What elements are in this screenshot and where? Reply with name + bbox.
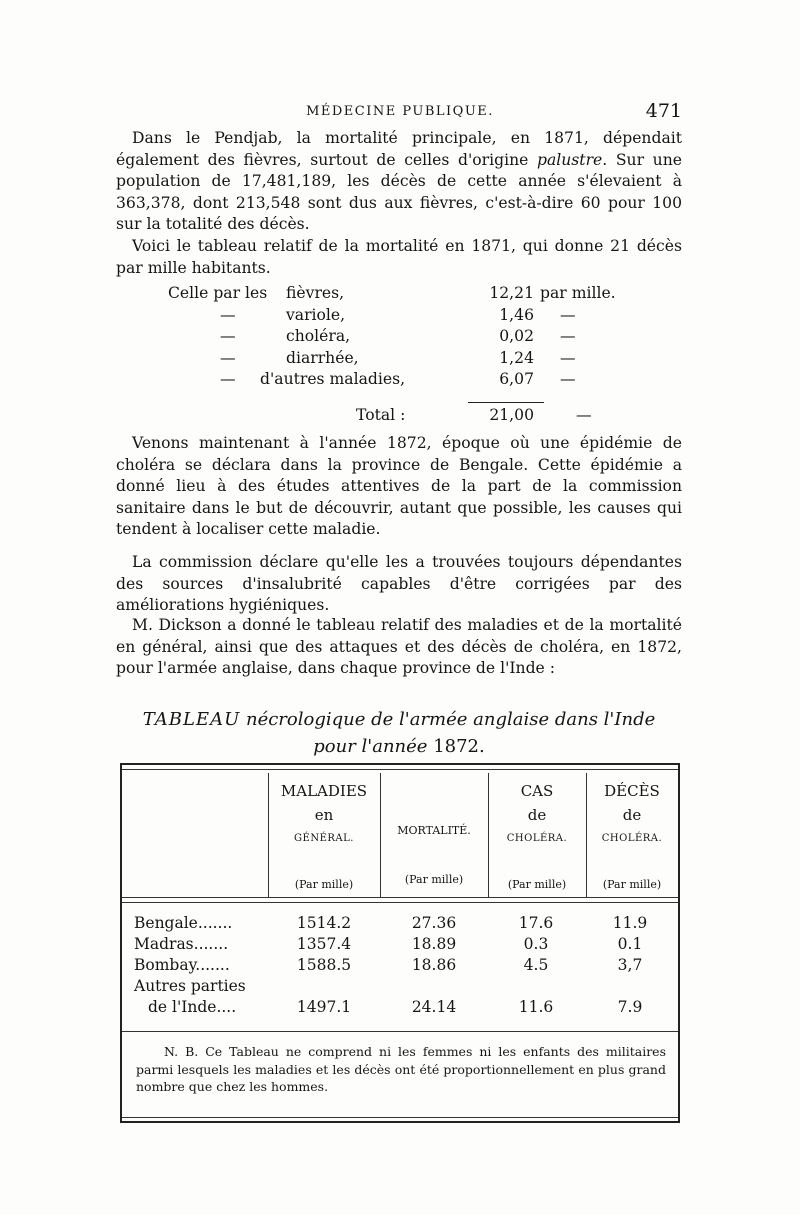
list-dash: — xyxy=(220,348,236,367)
table-top-rule xyxy=(122,769,678,770)
table-row: Bombay....... 1588.5 18.86 4.5 3,7 xyxy=(134,956,643,974)
list-item xyxy=(116,327,682,349)
table-title-rest: nécrologique de l'armée anglaise dans l'Inde xyxy=(245,709,656,730)
header-mortalite-unit: (Par mille) xyxy=(404,873,464,886)
header-cas-cholera: CAS de CHOLÉRA. (Par mille) xyxy=(506,782,568,891)
mortality-list xyxy=(116,284,682,424)
paragraph-mortality-intro xyxy=(116,236,682,279)
table-title-year: 1872. xyxy=(433,736,485,757)
total-value: 21,00 xyxy=(489,406,534,424)
list-value: 6,07 xyxy=(499,370,534,388)
list-value: 1,46 xyxy=(499,305,534,324)
list-unit: — xyxy=(560,327,576,345)
running-head-title: MÉDECINE PUBLIQUE. xyxy=(306,104,494,119)
list-cause: diarrhée, xyxy=(286,348,359,367)
total-unit: — xyxy=(576,406,592,424)
header-maladies: MALADIES en GÉNÉRAL. (Par mille) xyxy=(280,782,368,891)
list-dash: — xyxy=(220,370,236,388)
necrology-table xyxy=(120,763,680,1123)
para4-text: La commission déclare qu'elle les a trouvées toujours dépendantes des sources d'insalubrité capables d'être corrigées par des améliorations hygiéniques. xyxy=(116,553,682,614)
running-head xyxy=(118,100,682,124)
list-dash: — xyxy=(220,305,236,324)
list-lead: Celle par les xyxy=(168,284,268,302)
table-row: de l'Inde.... 1497.1 24.14 11.6 7.9 xyxy=(148,998,643,1016)
para5-text: M. Dickson a donné le tableau relatif des maladies et de la mortalité en général, ainsi que des attaques et des décès de choléra, en 1872, pour l'armée anglaise, dans chaque province de l'Inde : xyxy=(116,616,682,677)
header-mortalite: MORTALITÉ. xyxy=(397,824,471,837)
table-note xyxy=(136,1043,666,1096)
list-value: 1,24 xyxy=(499,348,534,367)
table-title-caps: TABLEAU xyxy=(142,709,241,730)
list-item xyxy=(116,349,682,371)
note-rule xyxy=(122,1031,678,1032)
table-title-line2: pour l'année xyxy=(313,736,428,757)
page-number: 471 xyxy=(645,100,682,122)
table-bottom-rule xyxy=(122,1117,678,1118)
list-item xyxy=(116,370,682,392)
list-unit: — xyxy=(560,348,576,367)
para1-text-b: . Sur une population de 17,481,189, les décès de cette année s'élevaient à 363,378, dont 213,548 sont dus aux fièvres, c'est-à-dire 60 pour 100 sur la totalité des décès. xyxy=(116,150,682,233)
list-dash: — xyxy=(220,327,236,345)
header-bottom-rule xyxy=(122,897,678,903)
table-row: Bengale....... 1514.2 27.36 17.6 11.9 xyxy=(134,914,648,932)
table-title xyxy=(116,706,682,760)
paragraph-dickson xyxy=(116,615,682,680)
para3-text: Venons maintenant à l'année 1872, époque où une épidémie de choléra se déclara dans la province de Bengale. Cette épidémie a donné lieu à des études attentives de la part de la commission sanitaire dans le but de découvrir, autant que possible, les causes qui tendent à localiser cette maladie. xyxy=(116,434,682,538)
list-unit: — xyxy=(560,370,576,388)
list-value: 0,02 xyxy=(499,327,534,345)
list-item xyxy=(116,284,682,306)
para1-italic: palustre xyxy=(536,150,603,169)
total-rule xyxy=(468,402,544,403)
list-cause: fièvres, xyxy=(286,284,345,302)
total-row xyxy=(116,406,682,428)
paragraph-cholera-1872 xyxy=(116,433,682,541)
list-unit: — xyxy=(560,305,576,324)
list-cause: d'autres maladies, xyxy=(260,370,406,388)
table-row: Madras....... 1357.4 18.89 0.3 0.1 xyxy=(134,935,643,953)
para1-text-a: Dans le Pendjab, la mortalité principale, en 1871, dépendait également des fièvres, surtout de celles d'origine xyxy=(116,129,682,169)
list-value: 12,21 xyxy=(489,284,534,302)
paragraph-commission xyxy=(116,552,682,617)
table-note-text: N. B. Ce Tableau ne comprend ni les femmes ni les enfants des militaires parmi lesquels les maladies et les décès ont été proportionnellement en plus grand nombre que chez les hommes. xyxy=(136,1044,666,1094)
list-unit: par mille. xyxy=(540,284,616,302)
list-cause: variole, xyxy=(286,305,346,324)
header-deces-cholera: DÉCÈS de CHOLÉRA. (Par mille) xyxy=(601,782,663,891)
para2-text: Voici le tableau relatif de la mortalité en 1871, qui donne 21 décès par mille habitants. xyxy=(116,237,682,277)
total-label: Total : xyxy=(356,406,406,424)
list-cause: choléra, xyxy=(286,327,351,345)
table-row: Autres parties xyxy=(134,977,246,995)
list-item xyxy=(116,306,682,328)
paragraph-pendjab xyxy=(116,128,682,236)
